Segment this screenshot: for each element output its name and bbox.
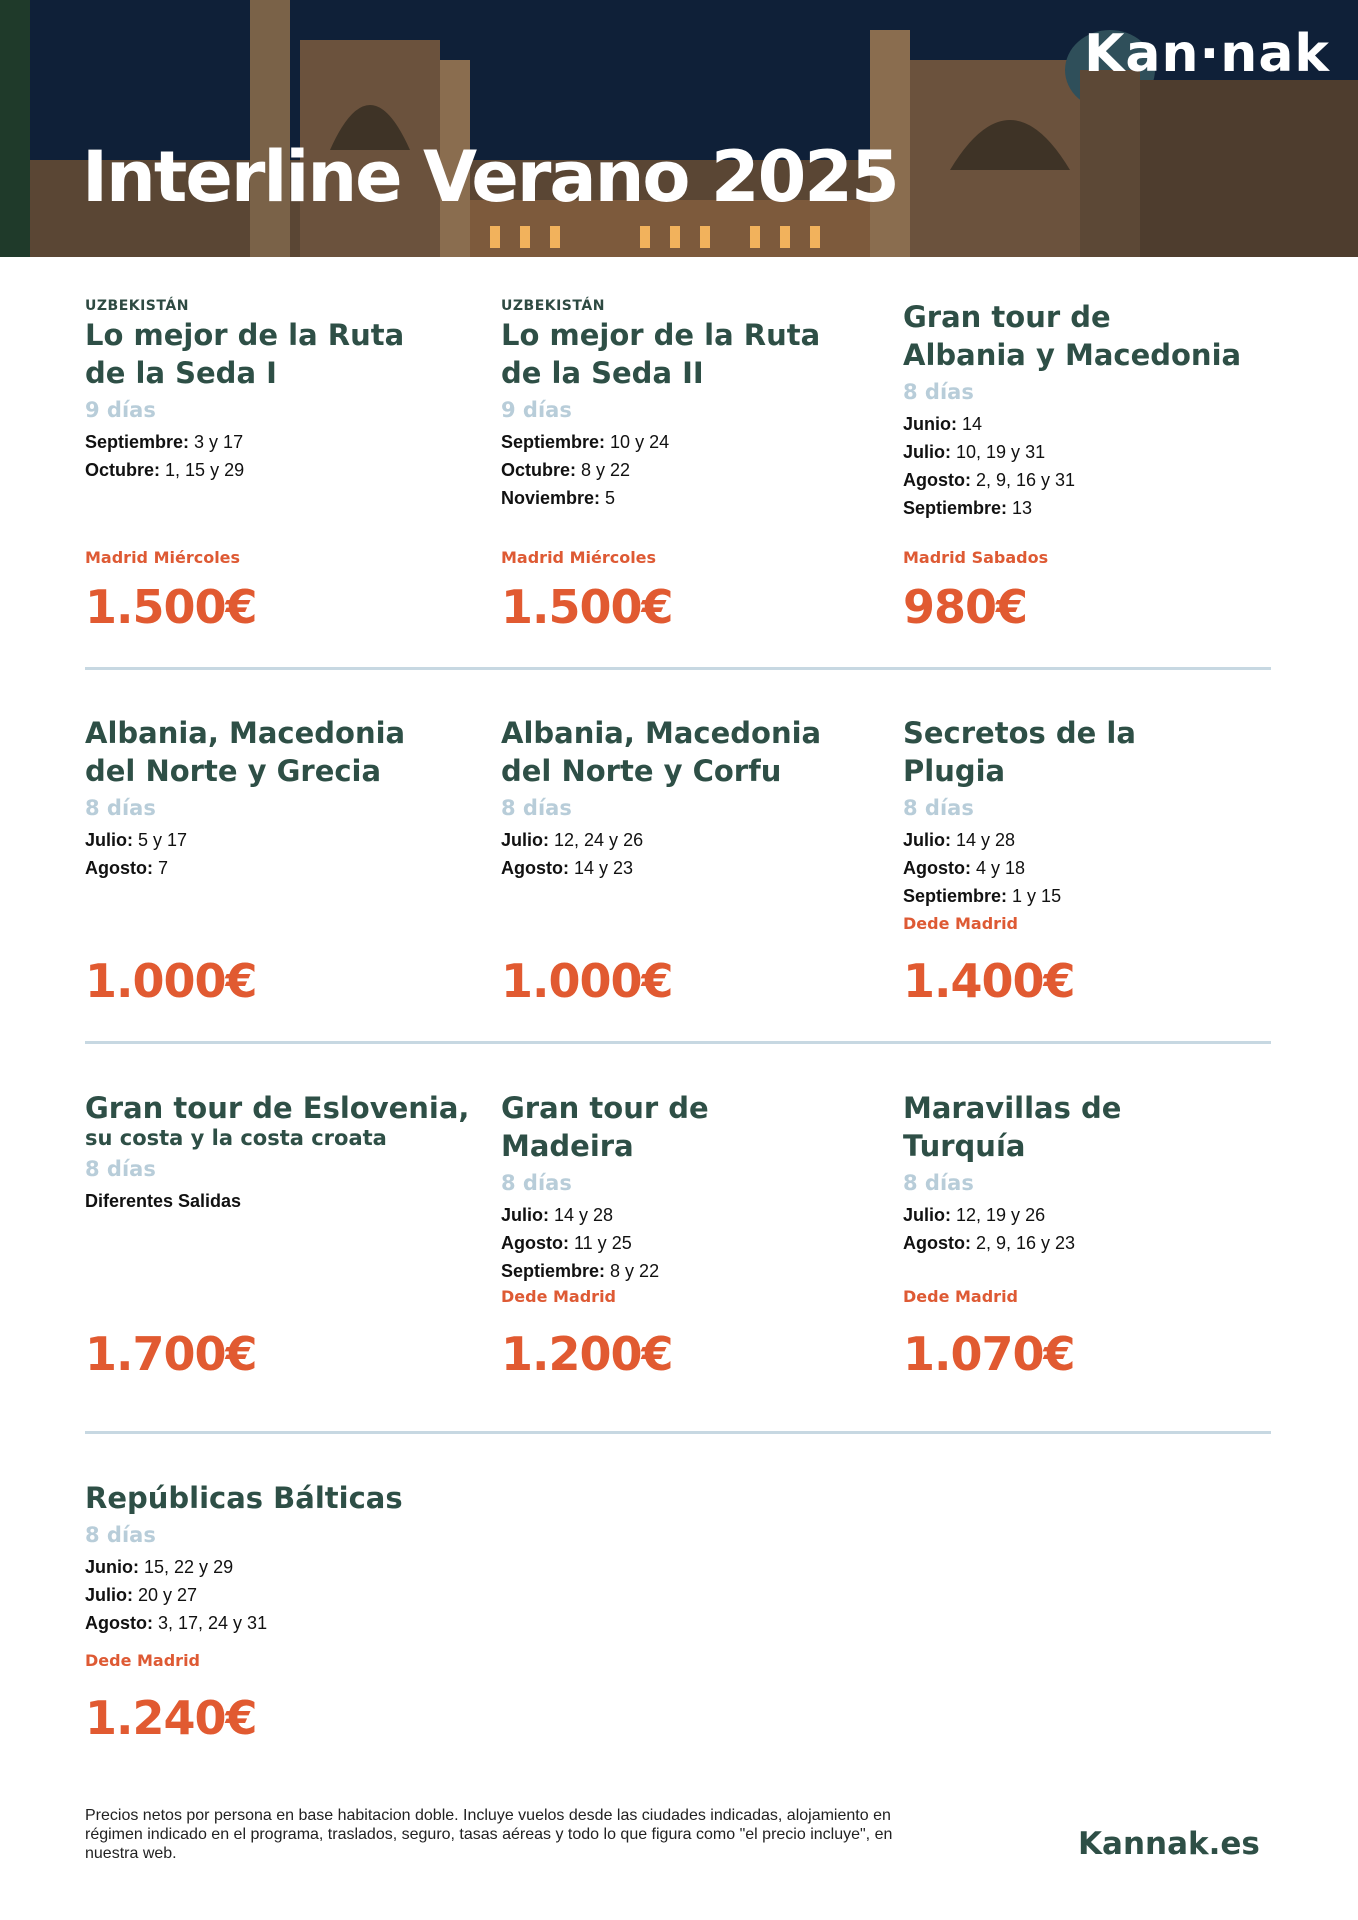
date-month: Octubre: — [501, 460, 577, 480]
date-days: 10 y 24 — [610, 432, 670, 452]
trip-duration: 8 días — [85, 1157, 156, 1181]
date-line — [85, 1553, 485, 1581]
date-month: Junio: — [85, 1557, 139, 1577]
date-line — [903, 438, 1283, 466]
header-banner — [0, 0, 1358, 257]
date-month: Agosto: — [903, 470, 971, 490]
trip-duration: 9 días — [501, 398, 572, 422]
trip-title-line: Gran tour de — [501, 1091, 709, 1125]
date-line — [501, 1229, 881, 1257]
date-days: 3 y 17 — [194, 432, 244, 452]
trip-card — [501, 298, 881, 638]
date-line — [501, 854, 881, 882]
date-line — [85, 1187, 485, 1215]
date-days: 2, 9, 16 y 23 — [976, 1233, 1076, 1253]
date-month: Agosto: — [501, 1233, 569, 1253]
trip-dates — [85, 826, 465, 882]
trip-card — [501, 1089, 881, 1389]
date-line — [85, 456, 465, 484]
date-line — [903, 1229, 1283, 1257]
date-month: Junio: — [903, 414, 957, 434]
trip-title-line: Gran tour de Eslovenia, — [85, 1091, 470, 1125]
trip-duration: 8 días — [903, 380, 974, 404]
date-line — [903, 494, 1283, 522]
trip-title-line: del Norte y Grecia — [85, 754, 382, 788]
page-title: Interline Verano 2025 — [82, 136, 898, 218]
trip-dates — [85, 1187, 485, 1215]
trip-card — [85, 714, 465, 1014]
trip-card — [903, 1089, 1283, 1389]
date-line — [501, 826, 881, 854]
trip-country: UZBEKISTÁN — [501, 298, 605, 314]
trip-card — [501, 714, 881, 1014]
trip-card — [903, 298, 1283, 638]
trip-dates — [501, 826, 881, 882]
departure-note: Madrid Sabados — [903, 548, 1049, 567]
trip-price: 1.000€ — [501, 954, 673, 1008]
date-line — [501, 456, 881, 484]
departure-note: Dede Madrid — [501, 1287, 617, 1306]
trip-title-line: Turquía — [903, 1129, 1026, 1163]
date-line — [903, 1201, 1283, 1229]
trip-title-line: de la Seda I — [85, 356, 277, 390]
date-days: 2, 9, 16 y 31 — [976, 470, 1076, 490]
row-divider — [85, 1041, 1271, 1044]
trip-title-line: Madeira — [501, 1129, 634, 1163]
date-month: Julio: — [501, 1205, 549, 1225]
trip-price: 1.500€ — [501, 580, 673, 634]
date-month: Agosto: — [903, 858, 971, 878]
trip-duration: 8 días — [903, 796, 974, 820]
trip-dates — [903, 410, 1283, 522]
trip-dates — [85, 1553, 485, 1637]
date-month: Julio: — [85, 1585, 133, 1605]
date-days: 5 y 17 — [138, 830, 188, 850]
date-month: Septiembre: — [85, 432, 190, 452]
date-days: 12, 19 y 26 — [956, 1205, 1046, 1225]
date-line — [903, 826, 1283, 854]
trip-dates — [85, 428, 465, 484]
departure-note: Dede Madrid — [85, 1651, 201, 1670]
trip-price: 1.000€ — [85, 954, 257, 1008]
trip-duration: 8 días — [501, 1171, 572, 1195]
date-days: 14 y 23 — [574, 858, 634, 878]
website-link[interactable]: Kannak.es — [1078, 1826, 1260, 1862]
trip-dates — [903, 826, 1283, 910]
date-month: Agosto: — [501, 858, 569, 878]
trip-price: 1.070€ — [903, 1327, 1075, 1381]
departure-note: Madrid Miércoles — [85, 548, 241, 567]
kannak-logo: Kan·nak — [1084, 24, 1330, 84]
trip-price: 1.700€ — [85, 1327, 257, 1381]
trip-title-line: del Norte y Corfu — [501, 754, 782, 788]
date-days: 7 — [158, 858, 169, 878]
date-days: 1 y 15 — [1012, 886, 1062, 906]
trip-price: 1.200€ — [501, 1327, 673, 1381]
date-line — [501, 428, 881, 456]
date-days: 14 y 28 — [956, 830, 1016, 850]
date-month: Julio: — [903, 442, 951, 462]
trip-duration: 8 días — [85, 796, 156, 820]
trip-title-line: Lo mejor de la Ruta — [85, 318, 405, 352]
date-month: Agosto: — [903, 1233, 971, 1253]
trip-title-line: Secretos de la — [903, 716, 1136, 750]
date-line — [85, 1581, 485, 1609]
date-month: Septiembre: — [903, 498, 1008, 518]
trip-title-line: Repúblicas Bálticas — [85, 1481, 403, 1515]
date-days: 10, 19 y 31 — [956, 442, 1046, 462]
date-line — [903, 882, 1283, 910]
date-days: 11 y 25 — [574, 1233, 632, 1253]
trip-title-line: de la Seda II — [501, 356, 704, 390]
trip-title-line: Albania, Macedonia — [85, 716, 406, 750]
trip-dates — [903, 1201, 1283, 1257]
trip-title-line: Maravillas de — [903, 1091, 1122, 1125]
price-disclaimer: Precios netos por persona en base habitacion doble. Incluye vuelos desde las ciudades indicadas, alojamiento en régimen indicado en el programa, traslados, seguro, tasas aéreas y todo lo que figura como "el precio incluye", en nuestra web. — [85, 1807, 893, 1862]
date-month: Julio: — [903, 830, 951, 850]
date-month: Septiembre: — [903, 886, 1008, 906]
date-line — [85, 854, 465, 882]
date-month: Octubre: — [85, 460, 161, 480]
date-month: Julio: — [85, 830, 133, 850]
trip-duration: 8 días — [85, 1523, 156, 1547]
trip-dates — [501, 428, 881, 512]
trip-card — [903, 714, 1283, 1014]
date-month: Septiembre: — [501, 1261, 606, 1281]
date-line — [501, 1201, 881, 1229]
row-divider — [85, 1431, 1271, 1434]
date-month: Diferentes Salidas — [85, 1191, 242, 1211]
trip-price: 980€ — [903, 580, 1028, 634]
departure-note: Dede Madrid — [903, 1287, 1019, 1306]
date-days: 3, 17, 24 y 31 — [158, 1613, 268, 1633]
date-line — [903, 854, 1283, 882]
date-days: 12, 24 y 26 — [554, 830, 644, 850]
departure-note: Madrid Miércoles — [501, 548, 657, 567]
date-days: 5 — [605, 488, 616, 508]
trip-price: 1.240€ — [85, 1691, 257, 1745]
date-days: 14 y 28 — [554, 1205, 614, 1225]
date-days: 8 y 22 — [610, 1261, 660, 1281]
date-month: Julio: — [501, 830, 549, 850]
trip-dates — [501, 1201, 881, 1285]
trip-duration: 8 días — [903, 1171, 974, 1195]
date-days: 4 y 18 — [976, 858, 1026, 878]
date-days: 8 y 22 — [581, 460, 631, 480]
date-line — [85, 428, 465, 456]
date-month: Septiembre: — [501, 432, 606, 452]
date-line — [85, 826, 465, 854]
date-line — [903, 410, 1283, 438]
trip-title-line: Lo mejor de la Ruta — [501, 318, 821, 352]
date-days: 13 — [1012, 498, 1033, 518]
date-line — [903, 466, 1283, 494]
date-month: Agosto: — [85, 858, 153, 878]
trip-card — [85, 1089, 485, 1389]
date-month: Julio: — [903, 1205, 951, 1225]
date-month: Agosto: — [85, 1613, 153, 1633]
trip-title-line: Albania, Macedonia — [501, 716, 822, 750]
row-divider — [85, 667, 1271, 670]
trip-duration: 9 días — [85, 398, 156, 422]
trip-title-line: Gran tour de — [903, 300, 1111, 334]
trip-price: 1.400€ — [903, 954, 1075, 1008]
trip-title-line: Albania y Macedonia — [903, 338, 1242, 372]
date-month: Noviembre: — [501, 488, 601, 508]
trip-price: 1.500€ — [85, 580, 257, 634]
trip-card — [85, 298, 465, 638]
trip-subtitle: su costa y la costa croata — [85, 1126, 387, 1150]
departure-note: Dede Madrid — [903, 914, 1019, 933]
date-line — [501, 484, 881, 512]
trip-card — [85, 1479, 485, 1749]
trip-country: UZBEKISTÁN — [85, 298, 189, 314]
date-days: 14 — [962, 414, 983, 434]
date-days: 1, 15 y 29 — [165, 460, 245, 480]
trip-duration: 8 días — [501, 796, 572, 820]
date-days: 15, 22 y 29 — [144, 1557, 234, 1577]
date-line — [85, 1609, 485, 1637]
trip-title-line: Plugia — [903, 754, 1006, 788]
date-days: 20 y 27 — [138, 1585, 198, 1605]
date-line — [501, 1257, 881, 1285]
